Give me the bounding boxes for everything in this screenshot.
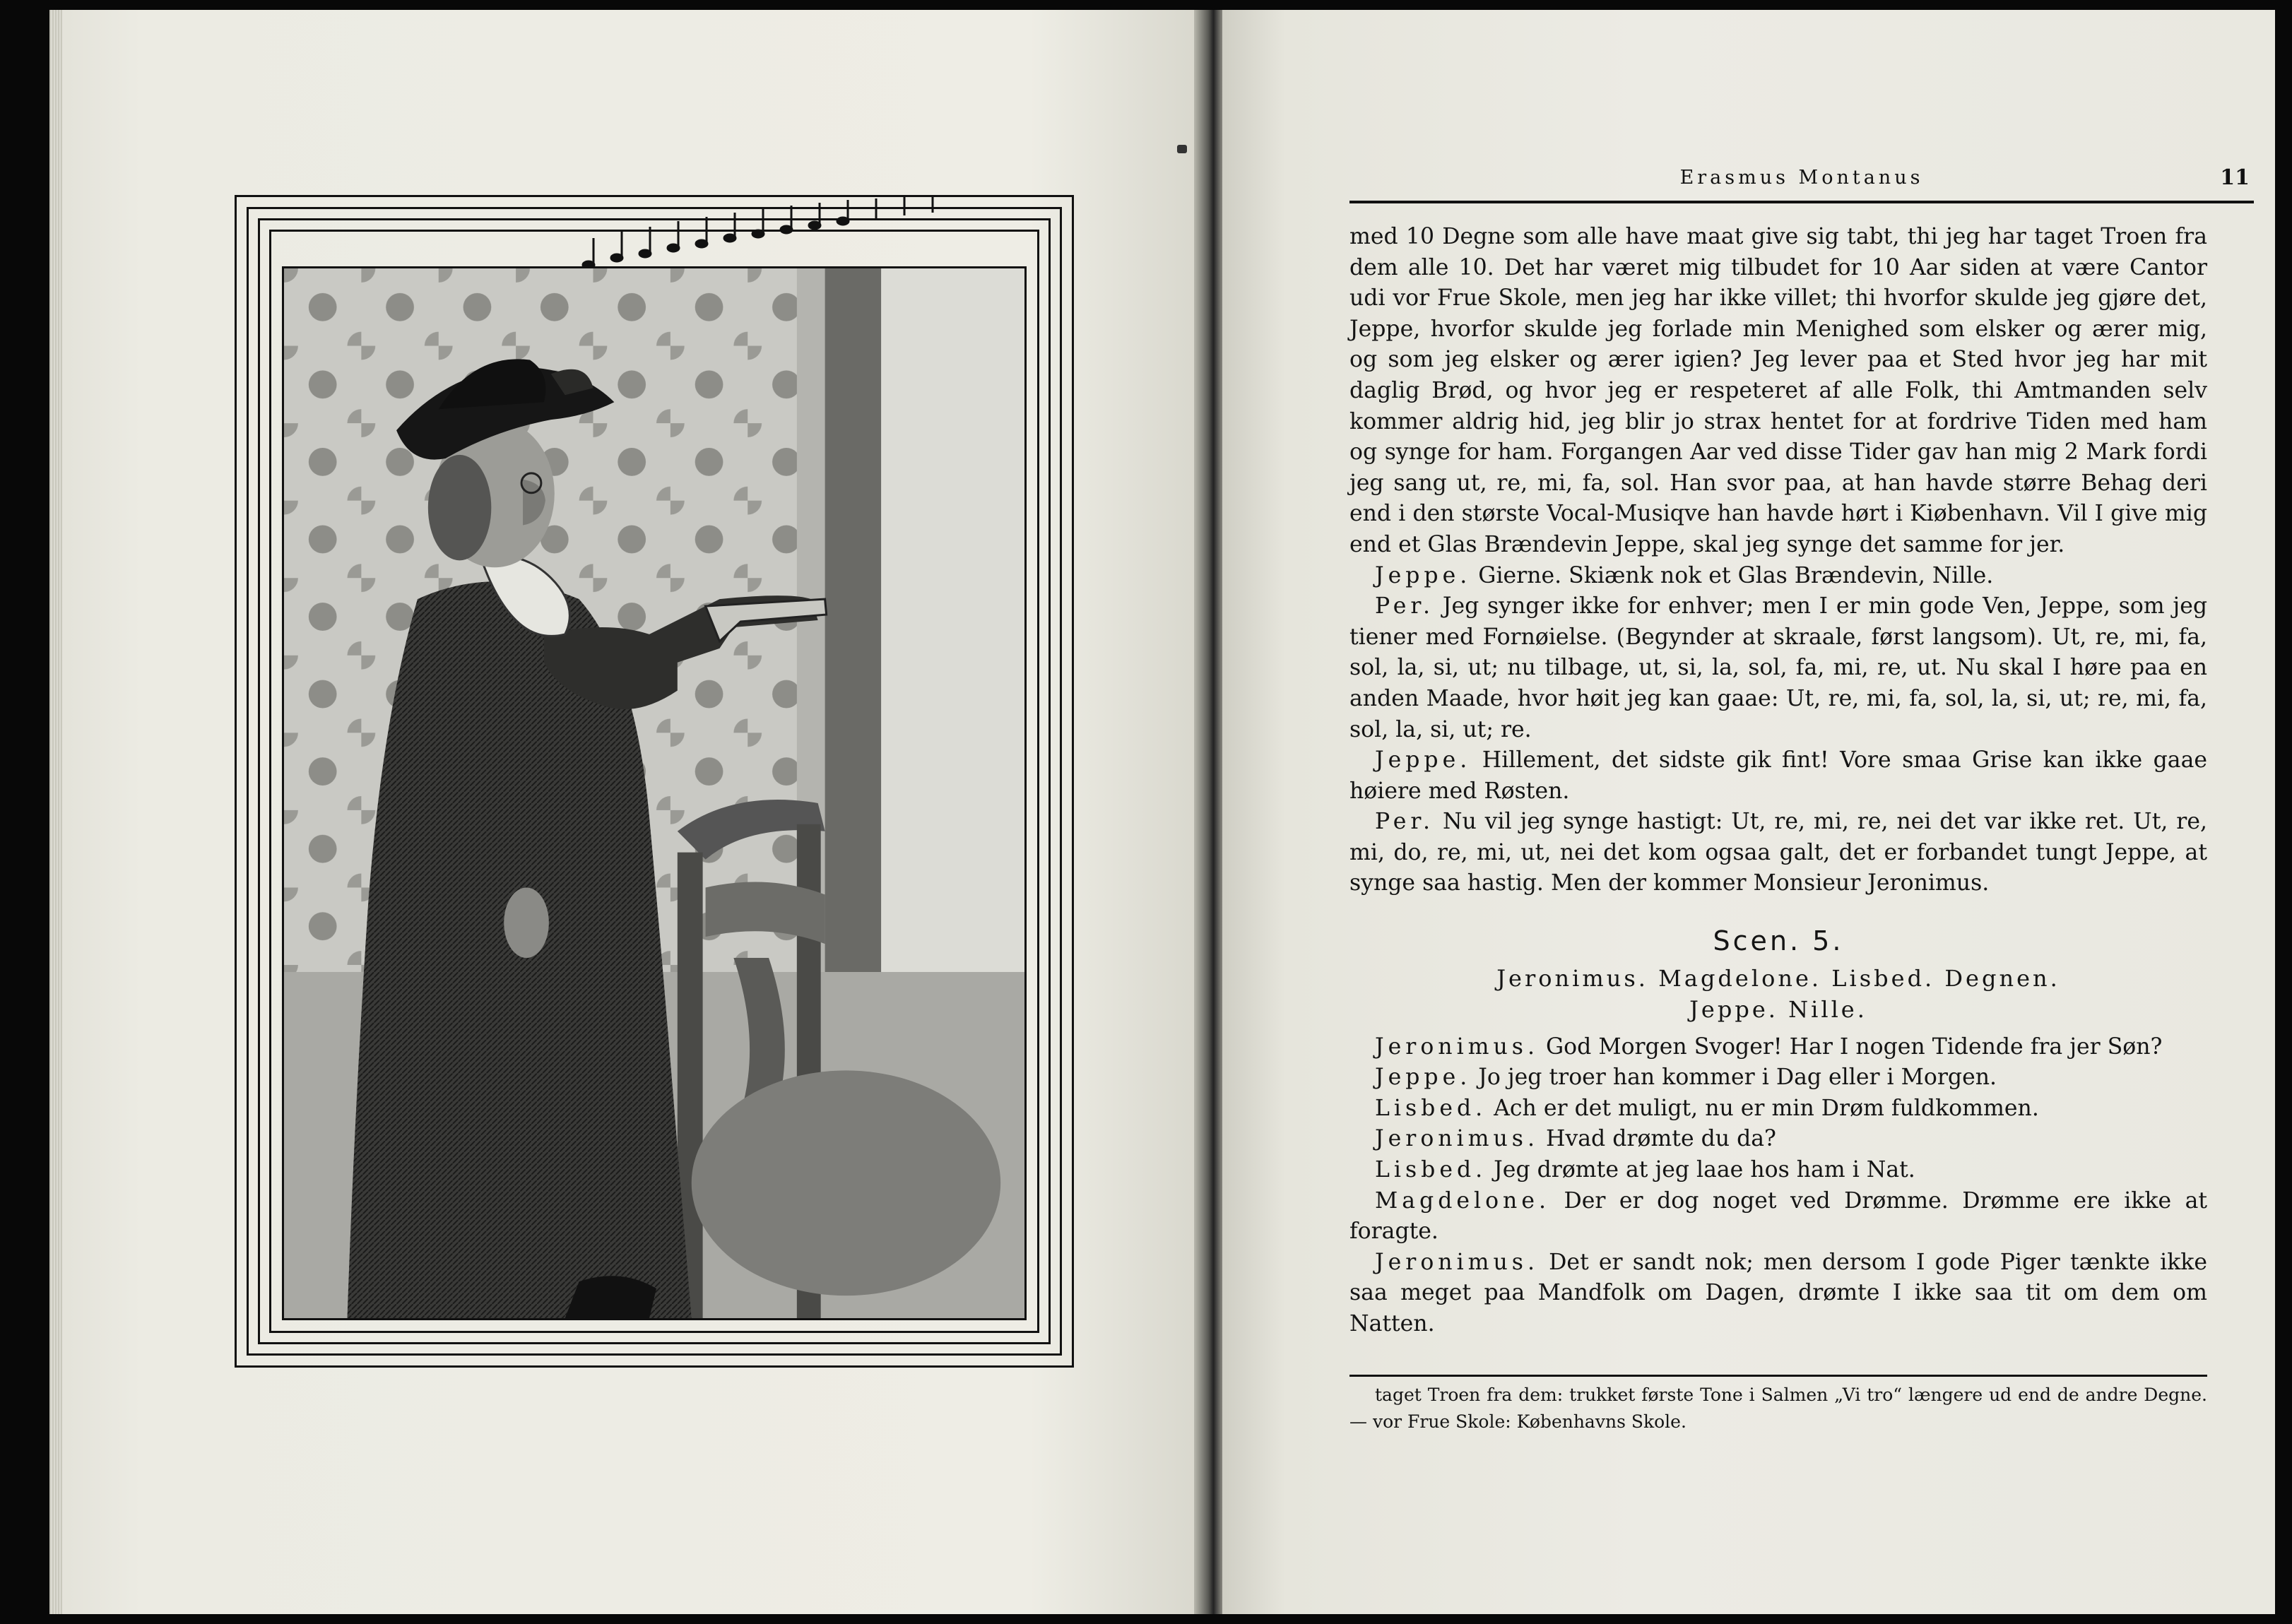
dialogue-line bbox=[1349, 1186, 2207, 1247]
speech-text: Hvad drømte du da? bbox=[1546, 1126, 1776, 1152]
speech-text: Jeg synger ikke for enhver; men I er min gode Ven, Jeppe, som jeg tiener med Fornøielse. (Begynder at skraale, først langsom). Ut, re, mi, fa, sol, la, si, ut; nu tilbage, ut, si, la, sol, fa, mi, re, ut. Nu skal I høre paa en anden Maade, hvor høit jeg kan gaae: Ut, re, mi, fa, sol, la, si, ut; re, mi, fa, sol, la, si, ut; re. bbox=[1349, 593, 2208, 742]
paragraph: med 10 Degne som alle have maat give sig tabt, thi jeg har taget Troen fra dem alle 10. Det har været mig tilbudet for 10 Aar siden at være Cantor udi vor Frue Skole, men jeg har ikke villet; thi hvorfor skulde jeg gjøre det, Jeppe, hvorfor skulde jeg forlade min Menighed som elsker og ærer mig, og som jeg elsker og ærer igien? Jeg lever paa et Sted hvor jeg har mit daglig Brød, og hvor jeg er respeteret af alle Folk, thi Amtmanden selv kommer aldrig hid, jeg blir jo strax hentet for at fordrive Tiden med ham og synge for ham. Forgangen Aar ved disse Tider gav han mig 2 Mark fordi jeg sang ut, re, mi, fa, sol. Han svor paa, at han havde større Behag deri end i den største Vocal-Musiqve han havde hørt i Kiøbenhavn. Vil I give mig end et Glas Brændevin Jeppe, skal jeg synge det samme for jer. bbox=[1349, 224, 2207, 557]
speaker-name: Jeronimus. bbox=[1375, 1126, 1539, 1152]
speech-text: Gierne. Skiænk nok et Glas Brændevin, Nille. bbox=[1478, 562, 1994, 588]
running-header bbox=[1349, 167, 2254, 203]
speech-text: Nu vil jeg synge hastigt: Ut, re, mi, re, nei det var ikke ret. Ut, re, mi, do, re, mi, ut, nei det kom ogsaa galt, det er forbandet tungt Jeppe, at synge saa hastig. Men der kommer Monsieur Jeronimus. bbox=[1349, 809, 2207, 896]
footnote: taget Troen fra dem: trukket første Tone i Salmen „Vi tro“ længere ud end de andre Degne. — vor Frue Skole: Københavns Skole. bbox=[1349, 1385, 2207, 1432]
dialogue-line bbox=[1349, 561, 2207, 592]
dialogue-line bbox=[1349, 591, 2207, 745]
cast-list: Jeronimus. Magdelone. Lisbed. Degnen. bbox=[1496, 964, 2060, 992]
dialogue-line bbox=[1349, 1124, 2207, 1155]
running-title: Erasmus Montanus bbox=[1679, 167, 1924, 189]
speech-text: Hillement, det sidste gik fint! Vore smaa Grise kan ikke gaae høiere med Røsten. bbox=[1349, 747, 2208, 804]
dialogue-line bbox=[1349, 807, 2207, 899]
illustration-frame bbox=[235, 195, 1074, 1368]
speaker-name: Per. bbox=[1375, 809, 1435, 835]
speaker-name: Jeronimus. bbox=[1375, 1249, 1539, 1275]
dialogue-line bbox=[1349, 1093, 2207, 1125]
speaker-name: Jeppe. bbox=[1375, 747, 1472, 774]
page-edge bbox=[49, 10, 62, 1614]
left-page bbox=[49, 10, 1203, 1614]
page-mark bbox=[1177, 145, 1187, 153]
footnote-rule bbox=[1349, 1375, 2207, 1377]
page-number: 11 bbox=[2220, 165, 2250, 190]
speaker-name: Magdelone. bbox=[1375, 1187, 1550, 1214]
singer-engraving bbox=[284, 268, 1024, 1318]
speech-text: Jeg drømte at jeg laae hos ham i Nat. bbox=[1494, 1157, 1915, 1183]
speech-text: Jo jeg troer han kommer i Dag eller i Morgen. bbox=[1478, 1065, 1997, 1091]
dialogue-line bbox=[1349, 1062, 2207, 1093]
speaker-name: Jeronimus. bbox=[1375, 1033, 1539, 1060]
cast-list: Jeppe. Nille. bbox=[1689, 995, 1867, 1023]
speaker-name: Jeppe. bbox=[1375, 1065, 1472, 1091]
speaker-name: Jeppe. bbox=[1375, 562, 1472, 588]
dialogue-line bbox=[1349, 1155, 2207, 1186]
engraving-plate bbox=[282, 266, 1027, 1320]
speech-text: Der er dog noget ved Drømme. Drømme ere ikke at foragte. bbox=[1349, 1187, 2208, 1245]
speaker-name: Lisbed. bbox=[1375, 1157, 1487, 1183]
dialogue-line bbox=[1349, 745, 2207, 807]
dialogue-line bbox=[1349, 1032, 2207, 1063]
dialogue-line bbox=[1349, 1247, 2207, 1340]
music-notes-icon bbox=[576, 197, 971, 275]
page-body bbox=[1349, 222, 2207, 1340]
speech-text: Ach er det muligt, nu er min Drøm fuldkommen. bbox=[1494, 1095, 2039, 1121]
speech-text: God Morgen Svoger! Har I nogen Tidende fra jer Søn? bbox=[1546, 1033, 2163, 1060]
scene-title: Scen. 5. bbox=[1713, 925, 1844, 957]
speech-text: Det er sandt nok; men dersom I gode Piger tænkte ikke saa meget paa Mandfolk om Dagen, drømte I ikke saa tit om dem om Natten. bbox=[1349, 1249, 2208, 1336]
right-page bbox=[1222, 10, 2275, 1614]
speaker-name: Per. bbox=[1375, 593, 1435, 620]
speaker-name: Lisbed. bbox=[1375, 1095, 1487, 1121]
